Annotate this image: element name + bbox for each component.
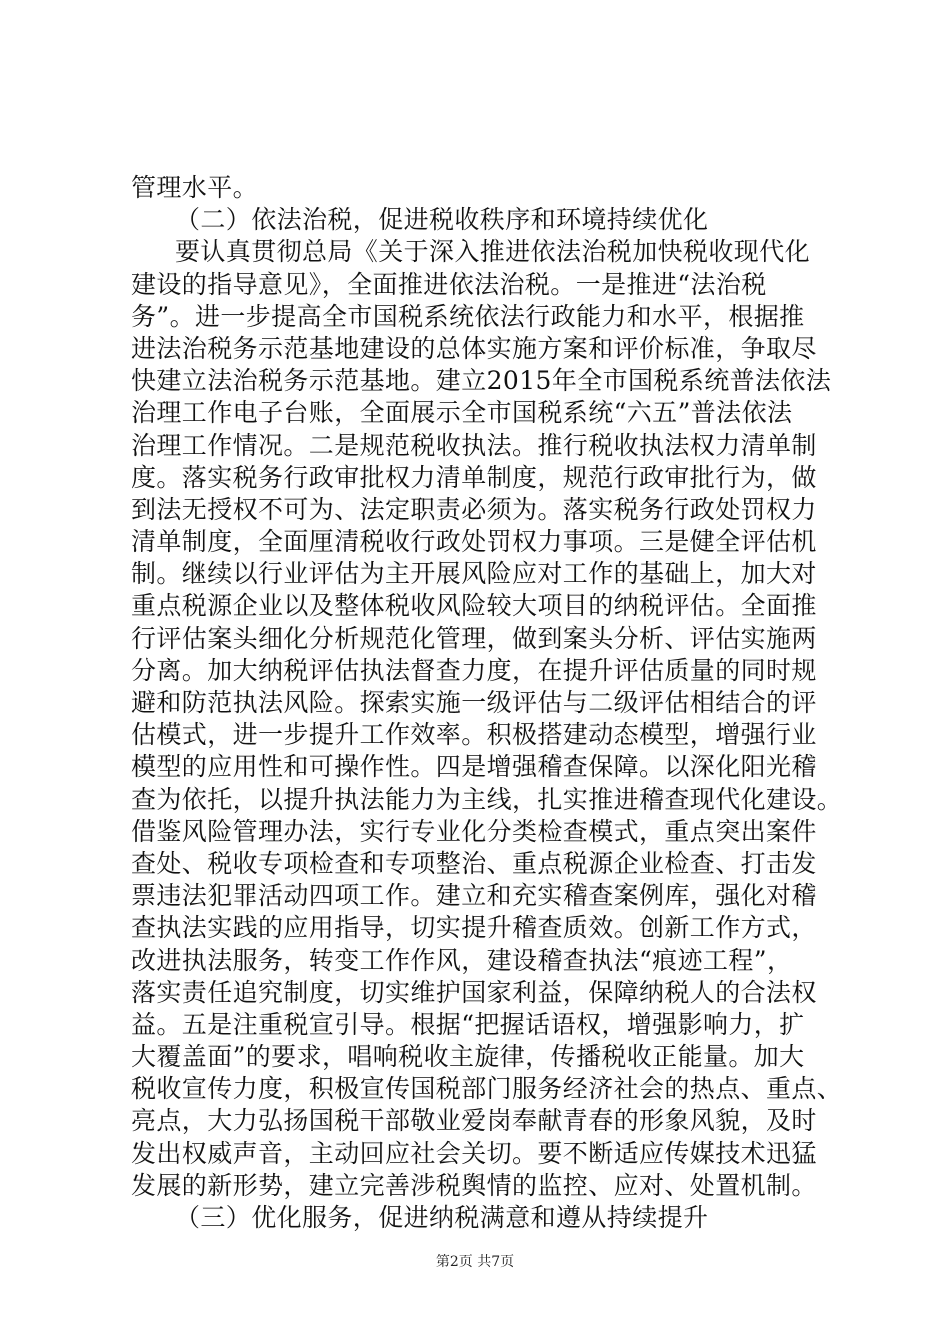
paragraph-line: 查为依托，以提升执法能力为主线，扎实推进稽查现代化建设。: [131, 784, 843, 814]
section-heading: （二）依法治税，促进税收秩序和环境持续优化: [175, 205, 709, 235]
paragraph-line: 治理工作电子台账，全面展示全市国税系统“六五”普法依法: [131, 398, 793, 428]
paragraph-line: 模型的应用性和可操作性。四是增强稽查保障。以深化阳光稽: [131, 752, 817, 782]
paragraph-line: 重点税源企业以及整体税收风险较大项目的纳税评估。全面推: [131, 591, 817, 621]
paragraph-line: 查处、税收专项检查和专项整治、重点税源企业检查、打击发: [131, 848, 817, 878]
paragraph-line: 制。继续以行业评估为主开展风险应对工作的基础上，加大对: [131, 559, 817, 589]
paragraph-line: 落实责任追究制度，切实维护国家利益，保障纳税人的合法权: [131, 977, 817, 1007]
paragraph-line: 度。落实税务行政审批权力清单制度，规范行政审批行为，做: [131, 462, 817, 492]
paragraph-line: 避和防范执法风险。探索实施一级评估与二级评估相结合的评: [131, 688, 817, 717]
paragraph-line: 务”。进一步提高全市国税系统依法行政能力和水平，根据推: [131, 301, 805, 331]
page-footer: 第2页 共7页: [435, 1254, 515, 1270]
paragraph-line: 亮点，大力弘扬国税干部敬业爱岗奉献青春的形象风貌，及时: [131, 1106, 817, 1136]
paragraph-line: 发展的新形势，建立完善涉税舆情的监控、应对、处置机制。: [131, 1170, 817, 1200]
document-body: [131, 172, 851, 1234]
paragraph-line: 治理工作情况。二是规范税收执法。推行税收执法权力清单制: [131, 430, 817, 460]
paragraph-line: 清单制度，全面厘清税收行政处罚权力事项。三是健全评估机: [131, 527, 817, 557]
paragraph-line: 税收宣传力度，积极宣传国税部门服务经济社会的热点、重点、: [131, 1074, 843, 1104]
paragraph-line: 管理水平。: [131, 173, 259, 202]
paragraph-line: 要认真贯彻总局《关于深入推进依法治税加快税收现代化: [175, 237, 811, 267]
section-heading: （三）优化服务，促进纳税满意和遵从持续提升: [175, 1203, 709, 1232]
paragraph-line: 益。五是注重税宣引导。根据“把握话语权，增强影响力，扩: [131, 1009, 805, 1039]
paragraph-line: 估模式，进一步提升工作效率。积极搭建动态模型，增强行业: [131, 720, 817, 750]
paragraph-line: 进法治税务示范基地建设的总体实施方案和评价标准，争取尽: [131, 333, 817, 363]
paragraph-line: 借鉴风险管理办法，实行专业化分类检查模式，重点突出案件: [131, 816, 817, 846]
paragraph-line: 建设的指导意见》，全面推进依法治税。一是推进“法治税: [131, 269, 767, 299]
paragraph-line: 改进执法服务，转变工作作风，建设稽查执法“痕迹工程”，: [131, 945, 793, 975]
paragraph-line: 查执法实践的应用指导，切实提升稽查质效。创新工作方式，: [131, 913, 817, 943]
paragraph-line: 到法无授权不可为、法定职责必须为。落实税务行政处罚权力: [131, 494, 817, 524]
paragraph-line: 票违法犯罪活动四项工作。建立和充实稽查案例库，强化对稽: [131, 881, 817, 911]
paragraph-line: 快建立法治税务示范基地。建立2015年全市国税系统普法依法: [131, 366, 832, 396]
paragraph-line: 分离。加大纳税评估执法督查力度，在提升评估质量的同时规: [131, 655, 817, 685]
paragraph-line: 发出权威声音，主动回应社会关切。要不断适应传媒技术迅猛: [131, 1138, 817, 1168]
paragraph-line: 行评估案头细化分析规范化管理，做到案头分析、评估实施两: [131, 623, 817, 653]
paragraph-line: 大覆盖面”的要求，唱响税收主旋律，传播税收正能量。加大: [131, 1042, 805, 1072]
